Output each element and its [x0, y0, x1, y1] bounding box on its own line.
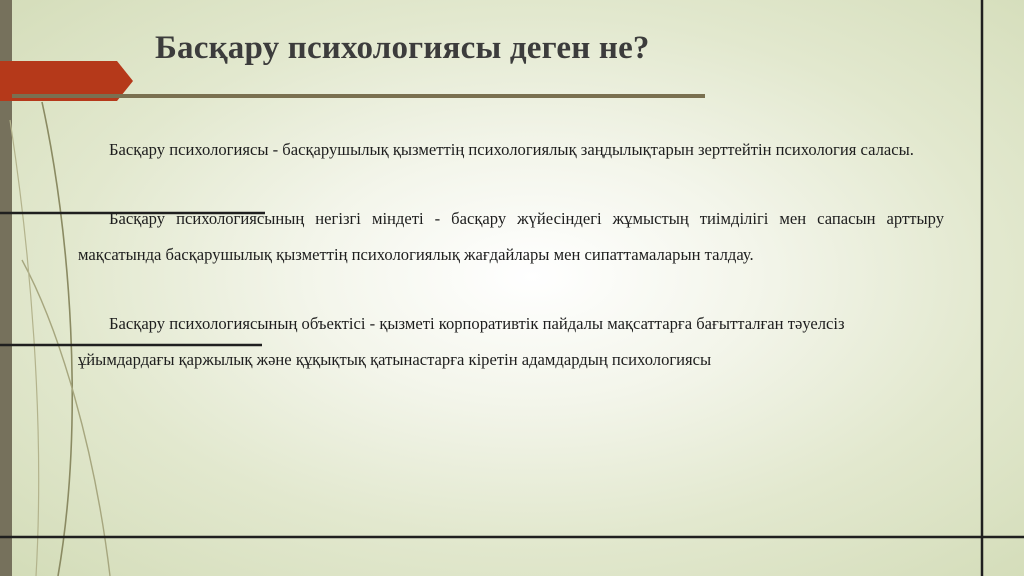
deco-curve-1 — [42, 102, 72, 576]
red-accent-arrow — [0, 61, 133, 101]
deco-curve-3 — [10, 120, 39, 576]
paragraph-main-task: Басқару психологиясының негізгі міндеті - басқару жүйесіндегі жұмыстың тиімділігі мен сапасын арттыру мақсатында басқарушылық қызметтің психологиялық жағдайлары мен сипаттамаларын талдау. — [78, 209, 944, 264]
slide-title: Басқару психологиясы деген не? — [155, 30, 650, 66]
paragraph-definition: Басқару психологиясы - басқарушылық қызметтің психологиялық заңдылықтарын зерттейтін психология саласы. — [109, 140, 914, 159]
slide-body — [78, 132, 944, 411]
left-side-strip — [0, 0, 12, 576]
paragraph-object: Басқару психологиясының объектісі - қызметі корпоративтік пайдалы мақсаттарға бағытталған тәуелсіз ұйымдардағы қаржылық және құқықтық қатынастарға кіретін адамдардың психологиясы — [78, 314, 845, 369]
